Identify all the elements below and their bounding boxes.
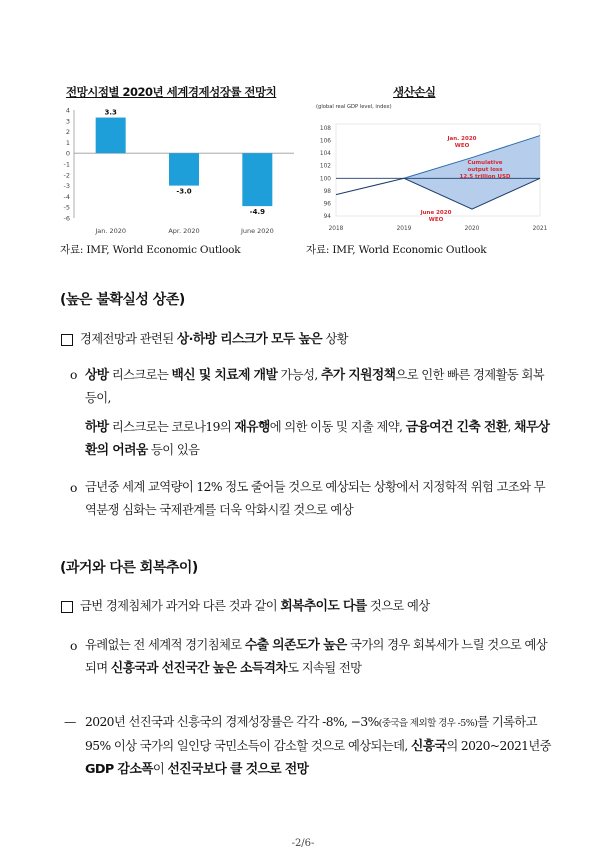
left-figure-title: 전망시점별 2020년 세계경제성장률 전망치 xyxy=(66,85,277,99)
square-bullet-icon xyxy=(61,334,73,346)
x-tick-label: 2020 xyxy=(464,226,480,232)
x-tick-label: Jan. 2020 xyxy=(95,227,127,235)
output-loss-annotation: Cumulative xyxy=(467,160,503,166)
page-number: -2/6- xyxy=(291,838,315,849)
bar-june-2020 xyxy=(242,153,272,206)
chart-subtitle: (global real GDP level, index) xyxy=(316,104,392,110)
jan-2020-label: WEO xyxy=(454,143,470,149)
y-tick-label: -5 xyxy=(63,203,70,212)
y-tick-label: 108 xyxy=(319,126,331,132)
output-loss-line-chart xyxy=(312,100,548,238)
paragraph-upside-risk: 상방 리스크로는 백신 및 치료제 개발 가능성, 추가 지원정책으로 인한 빠른 경제활동 회복 등이, xyxy=(85,368,545,405)
bar-apr-2020 xyxy=(169,153,199,185)
square-bullet-icon xyxy=(61,601,73,613)
bar-value-label: 3.3 xyxy=(104,108,117,117)
y-tick-label: -2 xyxy=(63,171,70,180)
y-tick-label: 98 xyxy=(323,188,331,195)
y-tick-label: 96 xyxy=(323,201,331,208)
right-figure-title: 생산손실 xyxy=(393,85,436,99)
bar-value-label: -3.0 xyxy=(176,187,192,196)
paragraph-recovery-summary: 금번 경제침체가 과거와 다른 것과 같이 회복추이도 다를 것으로 예상 xyxy=(80,599,430,614)
paragraph-growth-comparison: 2020년 선진국과 신흥국의 경제성장률은 각각 -8%, −3%(중국을 제외할 경우 -5%)를 기록하고 95% 이상 국가의 일인당 국민소득이 감소할 것으로 예상되는데, 신흥국의 2020~2021년중 GDP 감소폭이 선진국보다 클 것으로 전망 xyxy=(85,715,551,777)
jan-2020-label: Jan. 2020 xyxy=(447,136,477,142)
y-tick-label: 0 xyxy=(65,149,70,158)
y-tick-label: 2 xyxy=(65,128,70,137)
output-loss-annotation: 12.5 trillion USD xyxy=(459,174,511,180)
y-tick-label: 106 xyxy=(319,138,331,145)
y-tick-label: -6 xyxy=(63,214,70,223)
section-title-recovery: (과거와 다른 회복추이) xyxy=(60,560,198,576)
y-tick-label: -1 xyxy=(63,160,70,169)
y-tick-label: 1 xyxy=(65,138,70,147)
y-tick-label: 104 xyxy=(319,151,331,158)
paragraph-downside-risk: 하방 리스크로는 코로나19의 재유행에 의한 이동 및 지출 제약, 금융여건 긴축 전환, 채무상환의 어려움 등이 있음 xyxy=(85,420,550,458)
x-tick-label: 2018 xyxy=(328,226,344,232)
x-tick-label: Apr. 2020 xyxy=(168,227,200,235)
bullet-o: o xyxy=(70,481,78,495)
x-tick-label: 2019 xyxy=(396,226,412,232)
x-tick-label: 2021 xyxy=(532,226,548,232)
growth-forecast-bar-chart xyxy=(60,104,298,238)
y-tick-label: 102 xyxy=(319,163,331,170)
right-figure-source: 자료: IMF, World Economic Outlook xyxy=(306,244,487,256)
y-tick-label: 94 xyxy=(323,214,331,220)
y-tick-label: 4 xyxy=(65,106,70,115)
y-tick-label: 100 xyxy=(319,176,331,183)
paragraph-income-gap: 유례없는 전 세계적 경기침체로 수출 의존도가 높은 국가의 경우 회복세가 느릴 것으로 예상되며 신흥국과 선진국간 높은 소득격차도 지속될 전망 xyxy=(85,638,548,676)
dash-marker: — xyxy=(64,715,77,729)
bar-jan-2020 xyxy=(96,118,126,154)
section-title-uncertainty: (높은 불확실성 상존) xyxy=(60,292,185,308)
output-loss-annotation: output loss xyxy=(467,167,503,173)
bar-value-label: -4.9 xyxy=(249,208,265,217)
bullet-o: o xyxy=(70,368,78,382)
paragraph-risk-summary: 경제전망과 관련된 상·하방 리스크가 모두 높은 상황 xyxy=(80,332,348,347)
y-tick-label: -3 xyxy=(63,182,70,191)
y-tick-label: 3 xyxy=(65,117,70,126)
paragraph-trade-outlook: 금년중 세계 교역량이 12% 정도 줄어들 것으로 예상되는 상황에서 지정학적 위험 고조와 무역분쟁 심화는 국제관계를 더욱 악화시킬 것으로 예상 xyxy=(85,480,545,517)
left-figure-source: 자료: IMF, World Economic Outlook xyxy=(60,244,241,256)
june-2020-label: June 2020 xyxy=(420,210,452,216)
bullet-o: o xyxy=(70,639,78,653)
june-2020-label: WEO xyxy=(428,217,444,223)
x-tick-label: June 2020 xyxy=(240,227,274,235)
y-tick-label: -4 xyxy=(63,192,70,201)
